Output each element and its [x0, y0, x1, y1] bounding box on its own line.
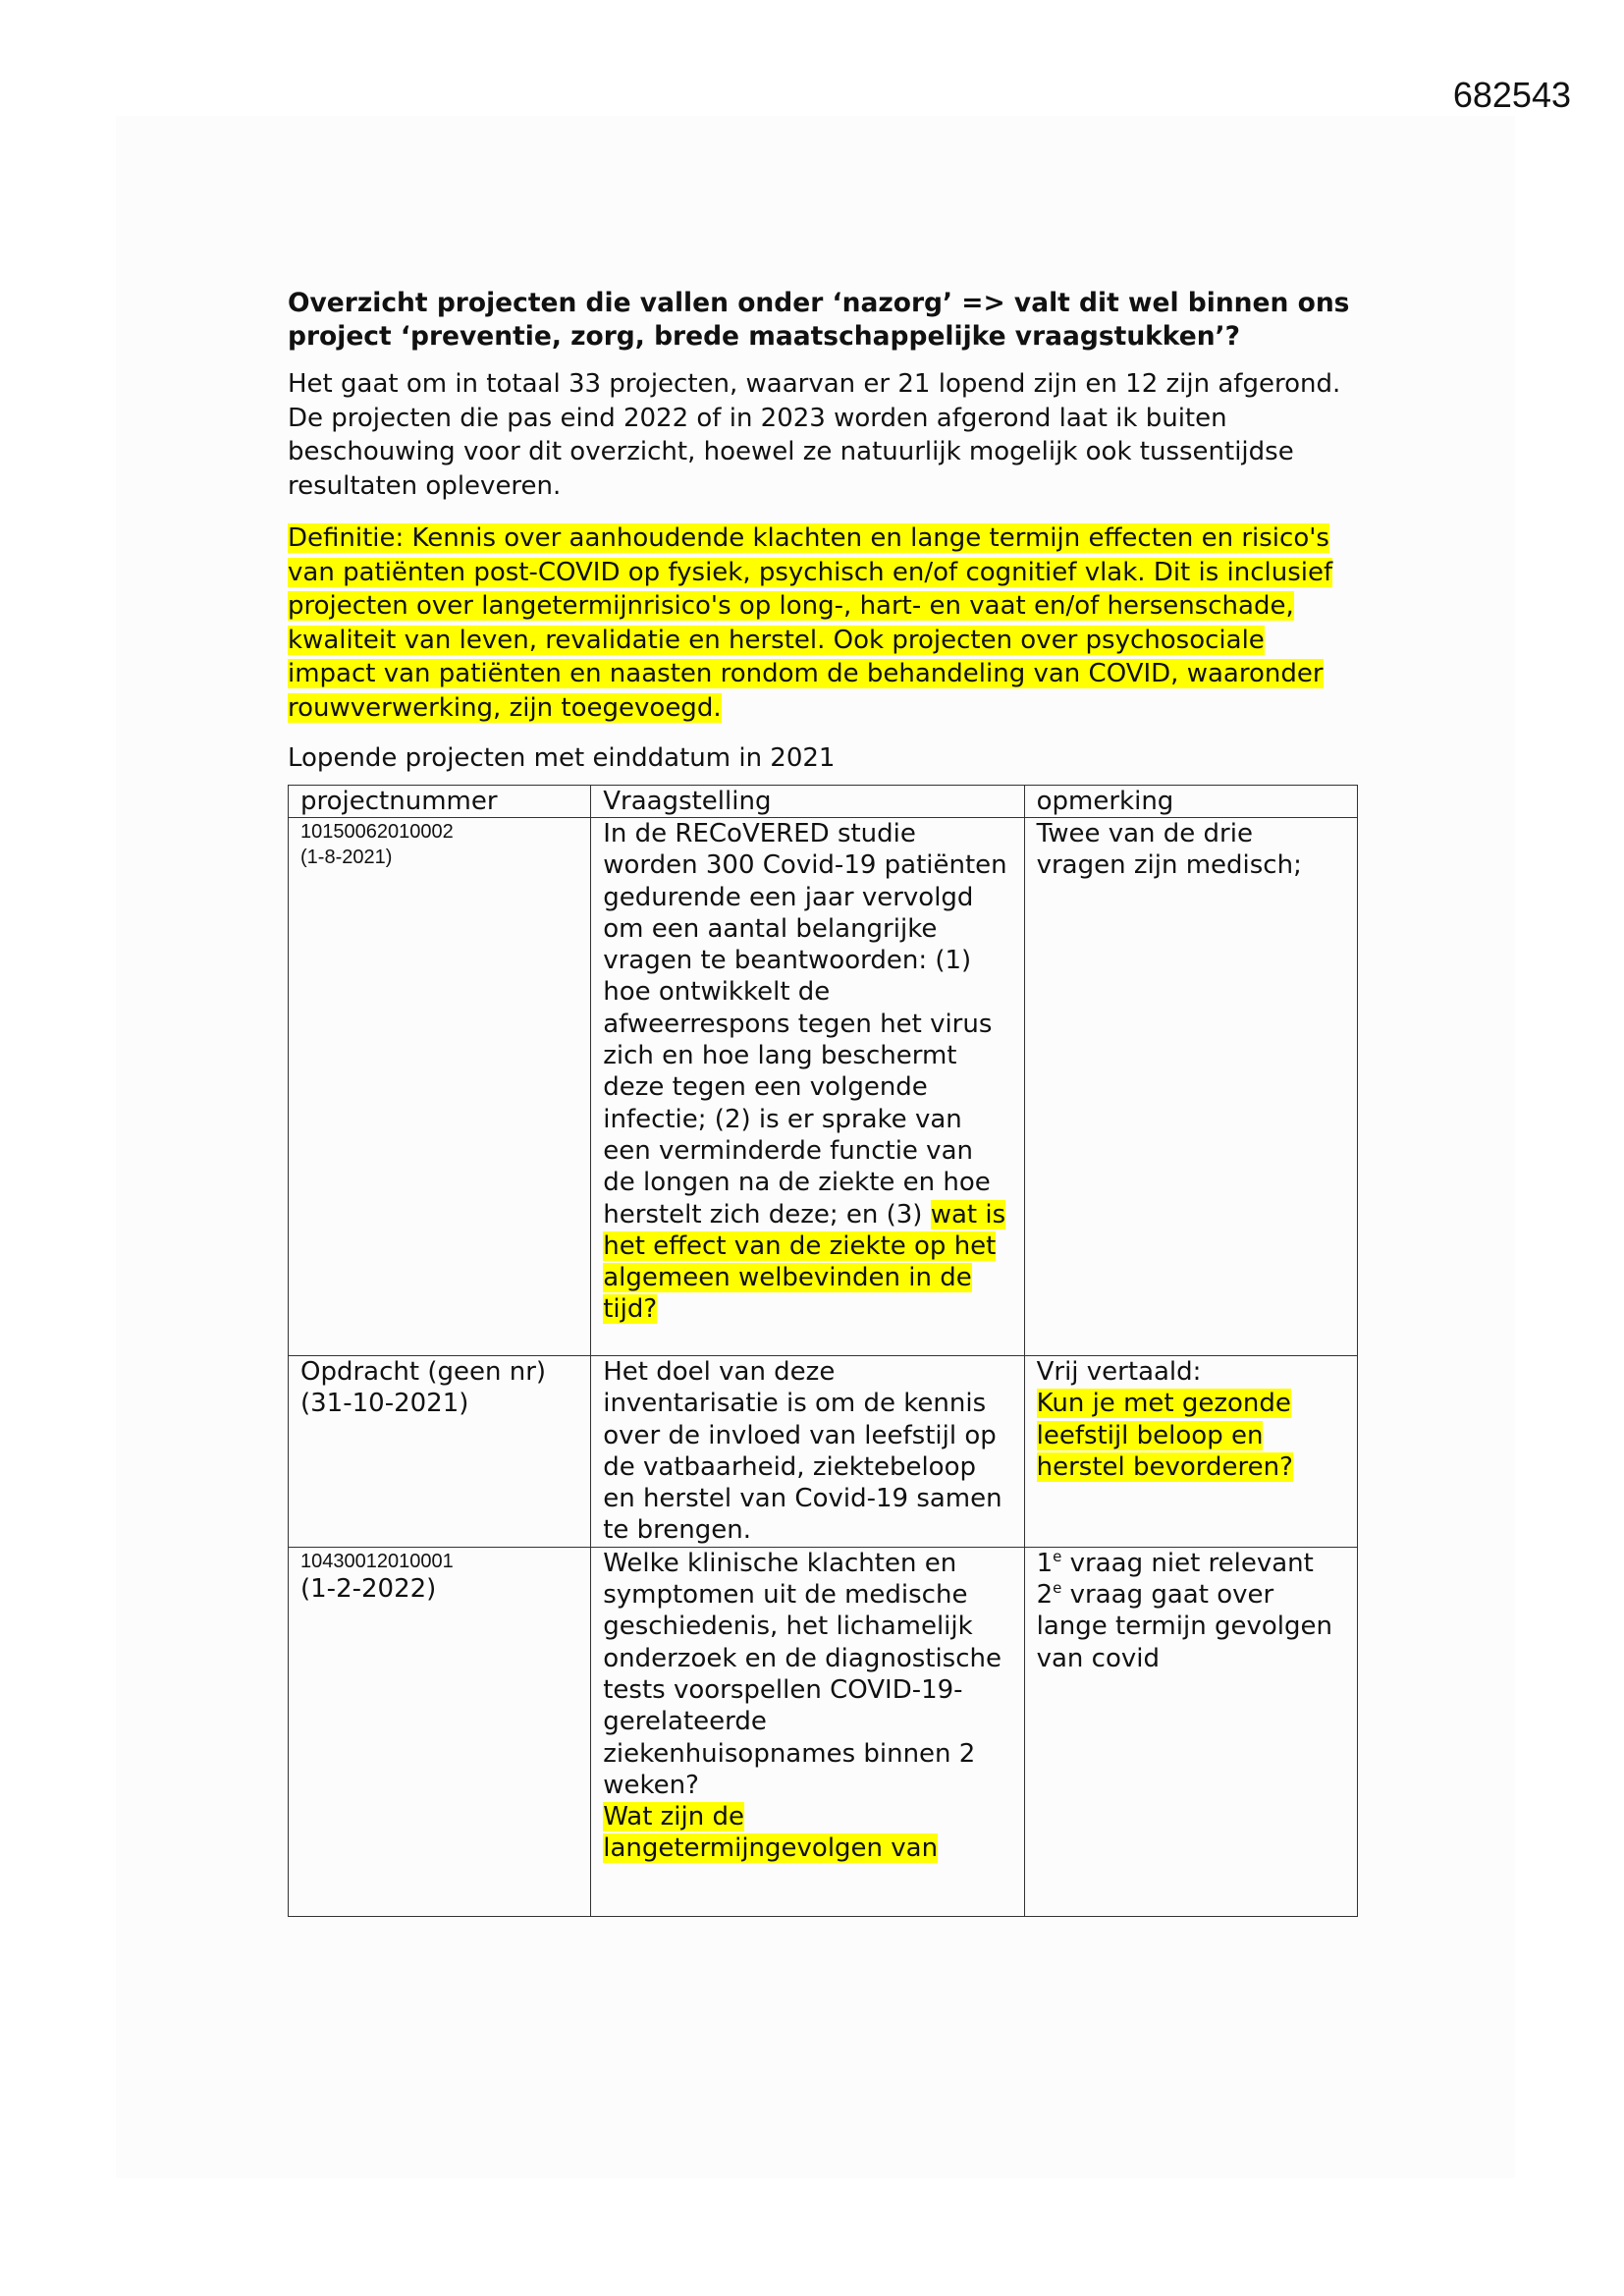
section-heading: Lopende projecten met einddatum in 2021: [288, 743, 836, 773]
project-date: (1-2-2022): [300, 1573, 437, 1604]
table-header-row: [289, 786, 1358, 818]
table-row: [289, 818, 1358, 1356]
question-cell: [591, 1356, 1024, 1548]
project-cell: [289, 1547, 591, 1916]
header-vraagstelling: Vraagstelling: [591, 786, 1024, 818]
remark-cell: [1024, 818, 1357, 1356]
remark-highlight: Kun je met gezonde leefstijl beloop en herstel bevorderen?: [1036, 1389, 1293, 1482]
project-cell: [289, 818, 591, 1356]
question-highlight: Wat zijn de langetermijngevolgen van: [603, 1802, 939, 1864]
projects-table: [288, 785, 1358, 1917]
question-cell: [591, 1547, 1024, 1916]
project-cell: [289, 1356, 591, 1548]
project-number: Opdracht (geen nr): [300, 1357, 547, 1387]
project-date: (31-10-2021): [300, 1389, 469, 1419]
remark-text: Twee van de drie vragen zijn medisch;: [1036, 819, 1302, 881]
remark-intro: Vrij vertaald:: [1036, 1357, 1202, 1387]
question-cell: [591, 818, 1024, 1356]
project-date: (1-8-2021): [300, 847, 393, 868]
question-text: Het doel van deze inventarisatie is om de kennis over de invloed van leefstijl op de vatbaarheid, ziektebeloop en herstel van Covid-19 samen te brengen.: [603, 1357, 1002, 1546]
question-text: In de RECoVERED studie worden 300 Covid-19 patiënten gedurende een jaar vervolgd om een aantal belangrijke vragen te beantwoorden: (1) hoe ontwikkelt de afweerrespons tegen het virus zich en hoe lang beschermt deze tegen een volgende infectie; (2) is er sprake van een verminderde functie van de longen na de ziekte en hoe herstelt zich deze; en (3): [603, 819, 1007, 1230]
project-number: 10150062010002: [300, 821, 454, 843]
document-id: 682543: [1452, 75, 1571, 115]
question-text: Welke klinische klachten en symptomen uit de medische geschiedenis, het lichamelijk onderzoek en de diagnostische tests voorspellen COVID-19-gerelateerde ziekenhuisopnames binnen 2 weken?: [603, 1548, 1001, 1800]
table-row: [289, 1547, 1358, 1916]
question-highlight: wat is het effect van de ziekte op het algemeen welbevinden in de tijd?: [603, 1199, 1006, 1325]
document-title: Overzicht projecten die vallen onder ‘nazorg’ => valt dit wel binnen ons project ‘preventie, zorg, brede maatschappelijke vraagstukken’?: [288, 288, 1350, 352]
remark-cell: [1024, 1547, 1357, 1916]
definition-highlight: Definitie: Kennis over aanhoudende klachten en lange termijn effecten en risico's van patiënten post-COVID op fysiek, psychisch en/of cognitief vlak. Dit is inclusief projecten over langetermijnrisico's op long-, hart- en vaat en/of hersenschade, kwaliteit van leven, revalidatie en herstel. Ook projecten over psychosociale impact van patiënten en naasten rondom de behandeling van COVID, waaronder rouwverwerking, zijn toegevoegd.: [288, 523, 1333, 723]
remark-line-1: 1e vraag niet relevant: [1036, 1547, 1314, 1578]
remark-cell: [1024, 1356, 1357, 1548]
header-projectnummer: projectnummer: [289, 786, 591, 818]
project-number: 10430012010001: [300, 1550, 454, 1572]
definition-paragraph: [288, 521, 1358, 725]
header-opmerking: opmerking: [1024, 786, 1357, 818]
remark-line-2: 2e vraag gaat over lange termijn gevolgen van covid: [1036, 1579, 1332, 1673]
intro-paragraph: Het gaat om in totaal 33 projecten, waarvan er 21 lopend zijn en 12 zijn afgerond. De projecten die pas eind 2022 of in 2023 worden afgerond laat ik buiten beschouwing voor dit overzicht, hoewel ze natuurlijk mogelijk ook tussentijdse resultaten opleveren.: [288, 369, 1341, 501]
table-row: [289, 1356, 1358, 1548]
document-content: [288, 287, 1358, 1917]
